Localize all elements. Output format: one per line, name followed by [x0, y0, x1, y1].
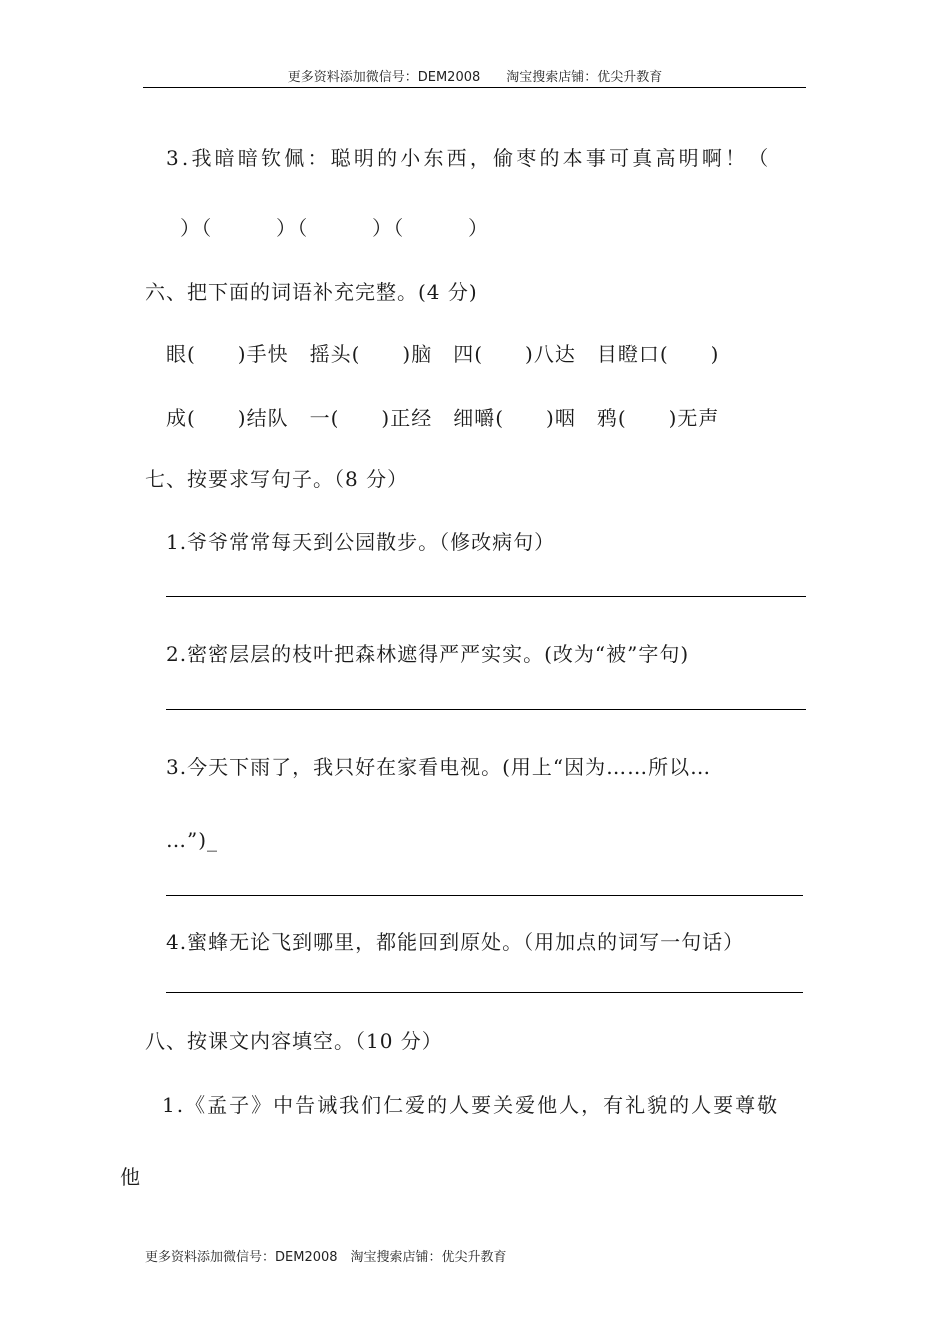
section6-title: 六、把下面的词语补充完整。(4 分) [145, 280, 478, 304]
section7-q1: 1.爷爷常常每天到公园散步。（修改病句） [166, 530, 556, 554]
section7-q3-line2: …”)_ [166, 828, 219, 852]
section7-q2: 2.密密层层的枝叶把森林遮得严严实实。(改为“被”字句) [166, 642, 690, 666]
section8-title: 八、按课文内容填空。（10 分） [145, 1029, 443, 1053]
section6-row1: 眼( )手快 摇头( )脑 四( )八达 目瞪口( ) [166, 342, 720, 366]
section8-q1-line1: 1.《孟子》中告诫我们仁爱的人要关爱他人，有礼貌的人要尊敬 [162, 1093, 780, 1117]
answer-line-2[interactable] [166, 709, 806, 710]
section7-title: 七、按要求写句子。（8 分） [145, 467, 409, 491]
page-header: 更多资料添加微信号：DEM2008 淘宝搜索店铺：优尖升教育 [287, 70, 663, 85]
answer-line-1[interactable] [166, 596, 806, 597]
q5-3-line1: 3.我暗暗钦佩：聪明的小东西，偷枣的本事可真高明啊！（ [166, 146, 772, 170]
answer-line-3[interactable] [166, 895, 803, 896]
section6-row2: 成( )结队 一( )正经 细嚼( )咽 鸦( )无声 [166, 406, 720, 430]
answer-line-4[interactable] [166, 992, 803, 993]
page-footer: 更多资料添加微信号：DEM2008 淘宝搜索店铺：优尖升教育 [145, 1250, 507, 1265]
section7-q3-line1: 3.今天下雨了，我只好在家看电视。(用上“因为……所以… [166, 755, 712, 779]
section8-q1-line2: 他 [120, 1165, 141, 1189]
section7-q4: 4.蜜蜂无论飞到哪里，都能回到原处。（用加点的词写一句话） [166, 930, 745, 954]
q5-3-blanks: ）（ ）（ ）（ ） [180, 216, 490, 240]
header-divider [143, 87, 806, 88]
